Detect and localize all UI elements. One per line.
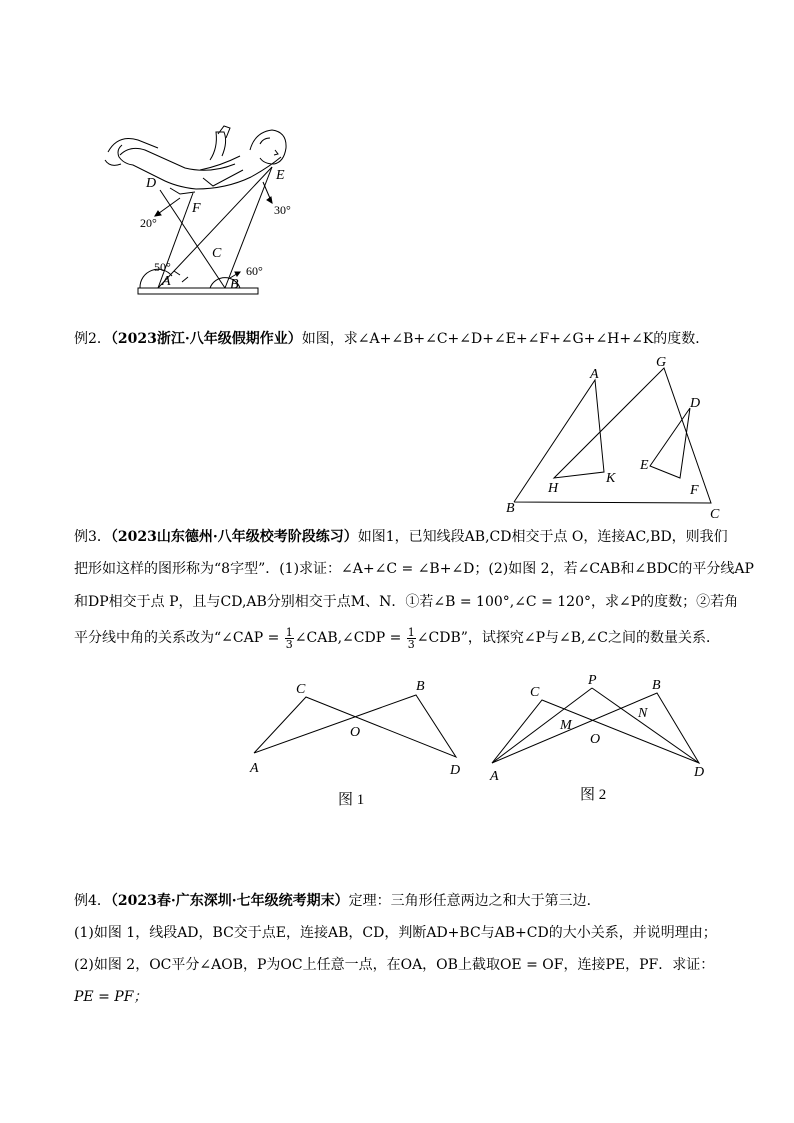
example-3-line1: [74, 527, 728, 547]
ex2-label-H: H: [548, 481, 559, 496]
angle-label-30: 30°: [274, 203, 291, 217]
fraction-one-third-a: $\frac{1}{3}$: [285, 625, 293, 651]
ex3-figure-2: [482, 666, 712, 814]
fig-label-B: B: [230, 277, 239, 292]
ex3-fig2-label-B: B: [652, 678, 661, 693]
ex3-figure-1: [246, 676, 468, 816]
angle-label-50: 50°: [154, 260, 171, 274]
ex3-fig2-label-D: D: [694, 765, 705, 780]
fig-label-F: F: [192, 201, 201, 216]
angle-label-20: 20°: [140, 216, 157, 230]
fig-label-C: C: [212, 246, 222, 261]
example-4-line3: (2)如图 2，OC平分∠AOB，P为OC上任意一点，在OA，OB上截取OE = OF，连接PE，PF．求证：: [74, 957, 715, 973]
ex3-line4b: ∠CAB,∠CDP =: [294, 630, 402, 646]
ex2-label-C: C: [710, 507, 720, 522]
ex4-number: 4．: [88, 893, 111, 909]
ex3-fig2-label-N: N: [638, 706, 648, 721]
example-3-line2: 把形如这样的图形称为“8字型”．(1)求证：∠A+∠C = ∠B+∠D；(2)如图 2，若∠CAB和∠BDC的平分线AP: [74, 561, 754, 577]
ex3-fig1-label-D: D: [450, 763, 461, 778]
ex3-number: 3．: [88, 529, 111, 545]
angle-label-60: 60°: [246, 264, 263, 278]
ex4-line1: 定理：三角形任意两边之和大于第三边．: [348, 893, 601, 909]
ex3-source: （2023山东德州·八年级校考阶段练习）: [110, 529, 358, 545]
ex3-line4c: ∠CDB”，试探究∠P与∠B,∠C之间的数量关系．: [416, 630, 720, 646]
ex3-fig2-label-A: A: [490, 769, 499, 784]
ex2-figure: [500, 350, 730, 525]
ex3-line1: 如图1，已知线段AB,CD相交于点 O，连接AC,BD，则我们: [357, 529, 728, 545]
fig-label-D: D: [146, 176, 157, 191]
ex2-prefix: 例: [74, 331, 88, 347]
example-4-line1: [74, 891, 601, 911]
ex3-fig2-caption: 图 2: [580, 787, 607, 803]
ex2-label-D: D: [690, 396, 701, 411]
ex2-label-K: K: [606, 471, 616, 486]
ex3-fig1-caption: 图 1: [338, 792, 365, 808]
ex3-fig1-label-B: B: [416, 679, 425, 694]
ex2-text: 如图，求∠A+∠B+∠C+∠D+∠E+∠F+∠G+∠H+∠K的度数．: [301, 331, 710, 347]
fig-label-E: E: [276, 168, 285, 183]
base-board: [138, 288, 258, 294]
example-4-line4: PE = PF；: [74, 989, 148, 1005]
ex3-prefix: 例: [74, 529, 88, 545]
ex2-number: 2．: [88, 331, 111, 347]
ex3-line4a: 平分线中角的关系改为“∠CAP =: [74, 630, 280, 646]
example-2-statement: [74, 329, 709, 349]
ex3-fig2-label-M: M: [560, 718, 572, 733]
ex2-label-B: B: [506, 501, 515, 516]
ex4-prefix: 例: [74, 893, 88, 909]
ex2-label-A: A: [590, 367, 599, 382]
fig-label-A: A: [162, 274, 171, 289]
ex2-label-E: E: [640, 458, 649, 473]
ex3-fig1-label-C: C: [296, 682, 306, 697]
example-3-line4: [74, 625, 720, 651]
ex4-source: （2023春·广东深圳·七年级统考期末）: [110, 893, 349, 909]
fraction-one-third-b: $\frac{1}{3}$: [407, 625, 415, 651]
example-4-line2: (1)如图 1，线段AD，BC交于点E，连接AB，CD，判断AD+BC与AB+CD的大小关系，并说明理由；: [74, 925, 717, 941]
ex3-fig1-label-A: A: [250, 761, 259, 776]
ex3-fig2-label-O: O: [590, 732, 601, 747]
ex3-fig1-label-O: O: [350, 725, 361, 740]
ex2-source: （2023浙江·八年级假期作业）: [110, 331, 302, 347]
ex2-label-F: F: [690, 483, 699, 498]
ex3-fig2-label-C: C: [530, 685, 540, 700]
ex2-label-G: G: [656, 355, 667, 370]
example-3-line3: 和DP相交于点 P，且与CD,AB分别相交于点M、N．①若∠B = 100°,∠C = 120°，求∠P的度数；②若角: [74, 594, 739, 610]
reclining-figure: [100, 120, 291, 305]
ex3-fig2-label-P: P: [588, 673, 597, 688]
